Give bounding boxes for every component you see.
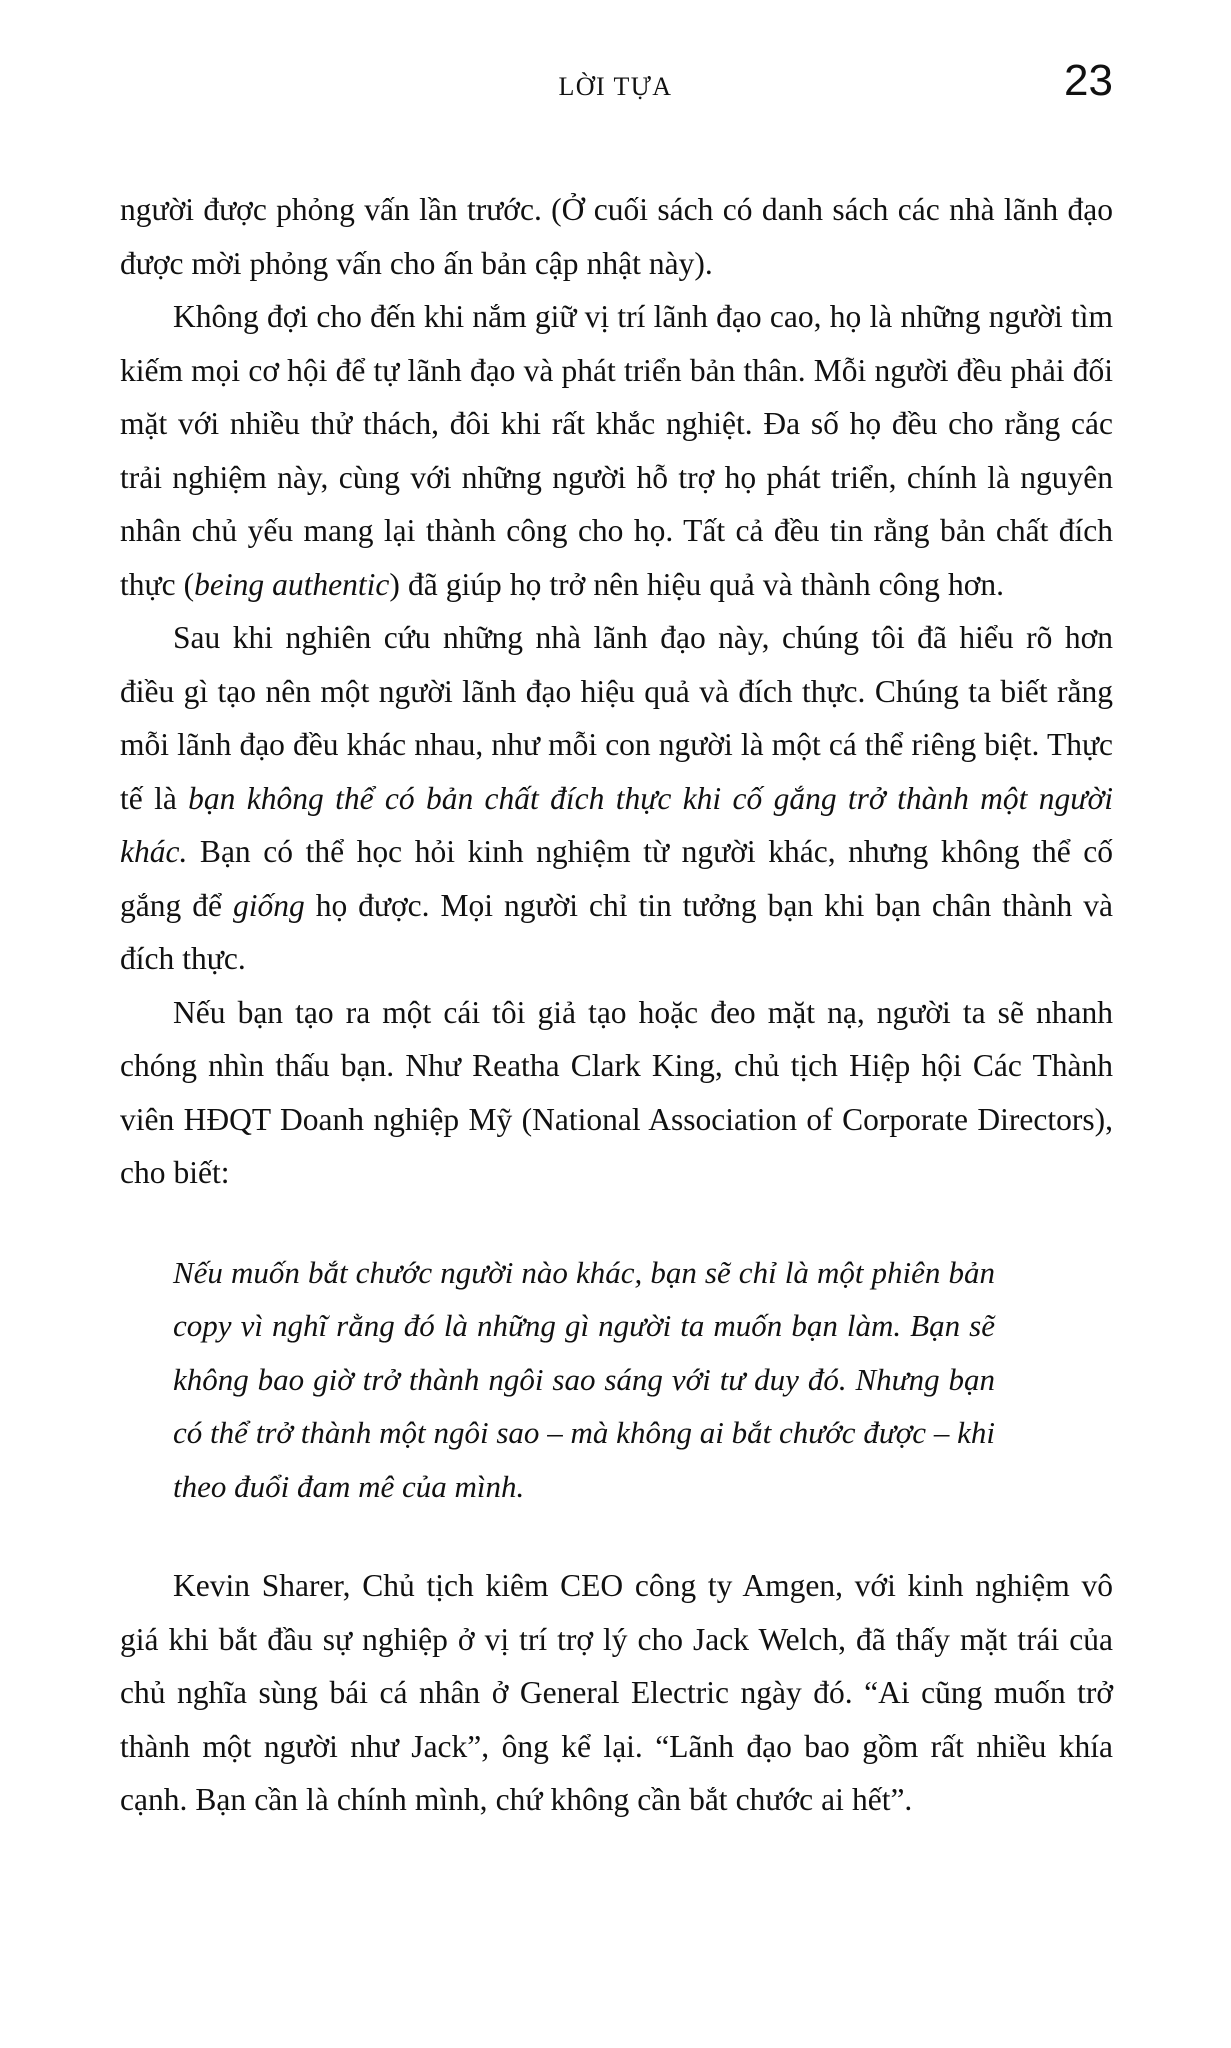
page-number: 23	[1064, 56, 1113, 105]
block-quote-text: Nếu muốn bắt chước người nào khác, bạn sẽ chỉ là một phiên bản copy vì nghĩ rằng đó là những gì người ta muốn bạn làm. Bạn sẽ không bao giờ trở thành ngôi sao sáng với tư duy đó. Nhưng bạn có thể trở thành một ngôi sao – mà không ai bắt chước được – khi theo đuổi đam mê của mình.	[173, 1254, 995, 1504]
running-head	[0, 56, 1231, 118]
italic-run: giống	[232, 887, 305, 923]
text-run: Sau khi nghiên cứu những nhà lãnh đạo này, chúng tôi đã hiểu rõ hơn điều gì tạo nên một người lãnh đạo hiệu quả và đích thực. Chúng ta biết rằng mỗi lãnh đạo đều khác nhau, như mỗi con người là một cá thể riêng biệt. Thực tế là	[120, 620, 1113, 816]
chapter-title: LỜI TỰA	[558, 72, 673, 101]
paragraph-1	[120, 183, 1113, 290]
block-quote-wrapper	[173, 1246, 995, 1514]
text-run: Nếu bạn tạo ra một cái tôi giả tạo hoặc đeo mặt nạ, người ta sẽ nhanh chóng nhìn thấu bạn. Như Reatha Clark King, chủ tịch Hiệp hội Các Thành viên HĐQT Doanh nghiệp Mỹ (National Association of Corporate Directors), cho biết:	[120, 994, 1113, 1190]
text-block	[120, 183, 1113, 1827]
text-run: người được phỏng vấn lần trước. (Ở cuối sách có danh sách các nhà lãnh đạo được mời phỏng vấn cho ấn bản cập nhật này).	[120, 192, 1113, 281]
block-quote	[173, 1246, 995, 1514]
paragraph-5	[120, 1559, 1113, 1827]
text-run: Bạn có thể học hỏi kinh nghiệm từ người khác, nhưng không thể cố gắng để	[120, 834, 1113, 923]
text-run: Kevin Sharer, Chủ tịch kiêm CEO công ty Amgen, với kinh nghiệm vô giá khi bắt đầu sự nghiệp ở vị trí trợ lý cho Jack Welch, đã thấy mặt trái của chủ nghĩa sùng bái cá nhân ở General Electric ngày đó. “Ai cũng muốn trở thành một người như Jack”, ông kể lại. “Lãnh đạo bao gồm rất nhiều khía cạnh. Bạn cần là chính mình, chứ không cần bắt chước ai hết”.	[120, 1568, 1113, 1817]
paragraph-2	[120, 290, 1113, 611]
italic-run: bạn không thể có bản chất đích thực khi cố gắng trở thành một người khác.	[120, 780, 1114, 869]
text-run: Không đợi cho đến khi nắm giữ vị trí lãnh đạo cao, họ là những người tìm kiếm mọi cơ hội để tự lãnh đạo và phát triển bản thân. Mỗi người đều phải đối mặt với nhiều thử thách, đôi khi rất khắc nghiệt. Đa số họ đều cho rằng các trải nghiệm này, cùng với những người hỗ trợ họ phát triển, chính là nguyên nhân chủ yếu mang lại thành công cho họ. Tất cả đều tin rằng bản chất đích thực (	[120, 299, 1113, 602]
text-run: họ được. Mọi người chỉ tin tưởng bạn khi bạn chân thành và đích thực.	[120, 887, 1113, 976]
text-run: ) đã giúp họ trở nên hiệu quả và thành công hơn.	[389, 566, 1005, 602]
paragraph-3	[120, 611, 1113, 986]
italic-run: being authentic	[194, 566, 390, 602]
paragraph-4	[120, 986, 1113, 1200]
